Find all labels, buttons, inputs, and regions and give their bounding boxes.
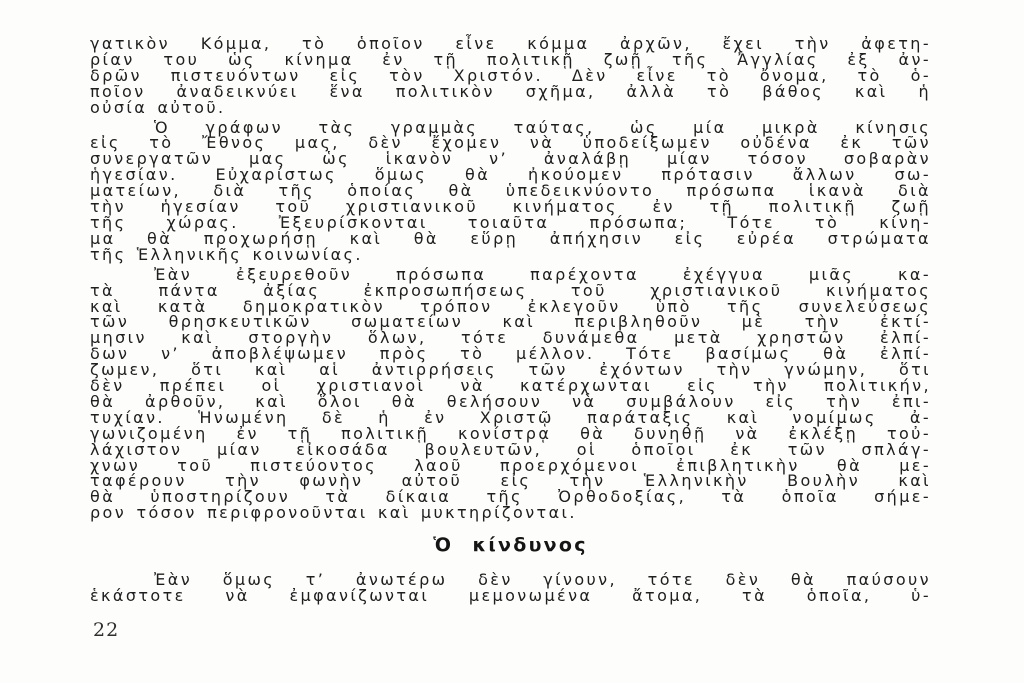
text-line: Ὁ γράφων τὰς γραμμὰς ταύτας, ὡς μία μικρὰ κίνησις bbox=[154, 117, 931, 137]
text-line: θὰ ἀρθοῦν, καὶ ὅλοι θὰ θελήσουν νὰ συμβάλουν εἰς τὴν ἐπι- bbox=[90, 391, 931, 411]
paragraph bbox=[90, 572, 931, 604]
text-line: ζωμεν, ὅτι καὶ αἱ ἀντιρρήσεις τῶν ἐχόντων τὴν γνώμην, ὅτι bbox=[90, 360, 931, 380]
text-line: οὐσία αὐτοῦ. bbox=[90, 97, 226, 117]
paragraph bbox=[90, 117, 931, 264]
paragraph bbox=[90, 264, 931, 523]
text-line: ἡγεσίαν. Εὐχαρίστως ὅμως θὰ ἠκούομεν πρότασιν ἄλλων σω- bbox=[90, 165, 931, 185]
text-line: τὴν ἡγεσίαν τοῦ χριστιανικοῦ κινήματος ἐν τῇ πολιτικῇ ζωῇ bbox=[90, 197, 931, 217]
text-line: Ἐὰν ἐξευρεθοῦν πρόσωπα παρέχοντα ἐχέγγυα μιᾶς κα- bbox=[154, 264, 931, 284]
text-line: γωνιζομένη ἐν τῇ πολιτικῇ κονίστρᾳ θὰ δυνηθῇ νὰ ἐκλέξῃ τοὐ- bbox=[90, 423, 931, 443]
text-line: χνων τοῦ πιστεύοντος λαοῦ προερχόμενοι ἐπιβλητικὴν θὰ με- bbox=[90, 455, 931, 475]
text-line: συνεργατῶν μας ὡς ἱκανὸν ν’ ἀναλάβῃ μίαν τόσον σοβαρὰν bbox=[90, 149, 931, 169]
text-line: εἰς τὸ Ἔθνος μας, δὲν ἔχομεν νὰ ὑποδείξωμεν οὐδένα ἐκ τῶν bbox=[90, 133, 931, 153]
text-line: Ἐὰν ὅμως τ’ ἀνωτέρω δὲν γίνουν, τότε δὲν θὰ παύσουν bbox=[154, 570, 931, 590]
text-line: μα θὰ προχωρήσῃ καὶ θὰ εὕρῃ ἀπήχησιν εἰς εὐρέα στρώματα bbox=[90, 228, 931, 248]
page-number: 22 bbox=[93, 619, 120, 641]
section-heading: Ὁ κίνδυνος bbox=[433, 534, 588, 557]
text-line: τῶν θρησκευτικῶν σωματείων καὶ περιβληθοῦν μὲ τὴν ἐκτί- bbox=[90, 312, 931, 332]
text-line: γατικὸν Κόμμα, τὸ ὁποῖον εἶνε κόμμα ἀρχῶν, ἔχει τὴν ἀφετη- bbox=[90, 34, 931, 53]
text-line: καὶ κατὰ δημοκρατικὸν τρόπον ἐκλεγοῦν ὑπὸ τῆς συνελεύσεως bbox=[90, 296, 931, 316]
text-line: δὲν πρέπει οἱ χριστιανοὶ νὰ κατέρχωνται εἰς τὴν πολιτικήν, bbox=[90, 376, 931, 396]
text-line: ρον τόσον περιφρονοῦνται καὶ μυκτηρίζονται. bbox=[90, 503, 577, 523]
text-line: τῆς χώρας. Ἐξευρίσκονται τοιαῦτα πρόσωπα; Τότε τὸ κίνη- bbox=[90, 212, 931, 232]
text-line: τὰ πάντα ἀξίας ἐκπροσωπήσεως τοῦ χριστιανικοῦ κινήματος bbox=[90, 280, 931, 300]
text-line: ποῖον ἀναδεικνύει ἕνα πολιτικὸν σχῆμα, ἀλλὰ τὸ βάθος καὶ ἡ bbox=[90, 81, 931, 101]
text-line: ματείων, διὰ τῆς ὁποίας θὰ ὑπεδεικνύοντο πρόσωπα ἱκανὰ διὰ bbox=[90, 181, 931, 201]
paragraph bbox=[90, 36, 931, 116]
text-line: ταφέρουν τὴν φωνὴν αὐτοῦ εἰς τὴν Ἑλληνικὴν Βουλὴν καὶ bbox=[90, 471, 931, 491]
text-line: δων ν’ ἀποβλέψωμεν πρὸς τὸ μέλλον. Τότε βασίμως θὰ ἐλπί- bbox=[90, 344, 931, 364]
text-line: ἑκάστοτε νὰ ἐμφανίζωνται μεμονωμένα ἄτομα, τὰ ὁποῖα, ὑ- bbox=[90, 586, 931, 606]
text-line: δρῶν πιστευόντων εἰς τὸν Χριστόν. Δὲν εἶνε τὸ ὄνομα, τὸ ὁ- bbox=[90, 65, 931, 85]
text-line: μησιν καὶ στοργὴν ὅλων, τότε δυνάμεθα μετὰ χρηστῶν ἐλπί- bbox=[90, 328, 931, 348]
text-line: τυχίαν. Ἡνωμένη δὲ ἡ ἐν Χριστῷ παράταξις καὶ νομίμως ἀ- bbox=[90, 407, 931, 427]
text-block bbox=[90, 36, 931, 608]
text-line: τῆς Ἑλληνικῆς κοινωνίας. bbox=[90, 244, 363, 264]
text-line: ρίαν του ὡς κίνημα ἐν τῇ πολιτικῇ ζωῇ τῆς Ἀγγλίας ἐξ ἀν- bbox=[90, 49, 931, 69]
text-line: θὰ ὑποστηρίζουν τὰ δίκαια τῆς Ὀρθοδοξίας, τὰ ὁποῖα σήμε- bbox=[90, 487, 931, 507]
text-line: λάχιστον μίαν εἰκοσάδα βουλευτῶν, οἱ ὁποῖοι ἐκ τῶν σπλάγ- bbox=[90, 439, 931, 459]
